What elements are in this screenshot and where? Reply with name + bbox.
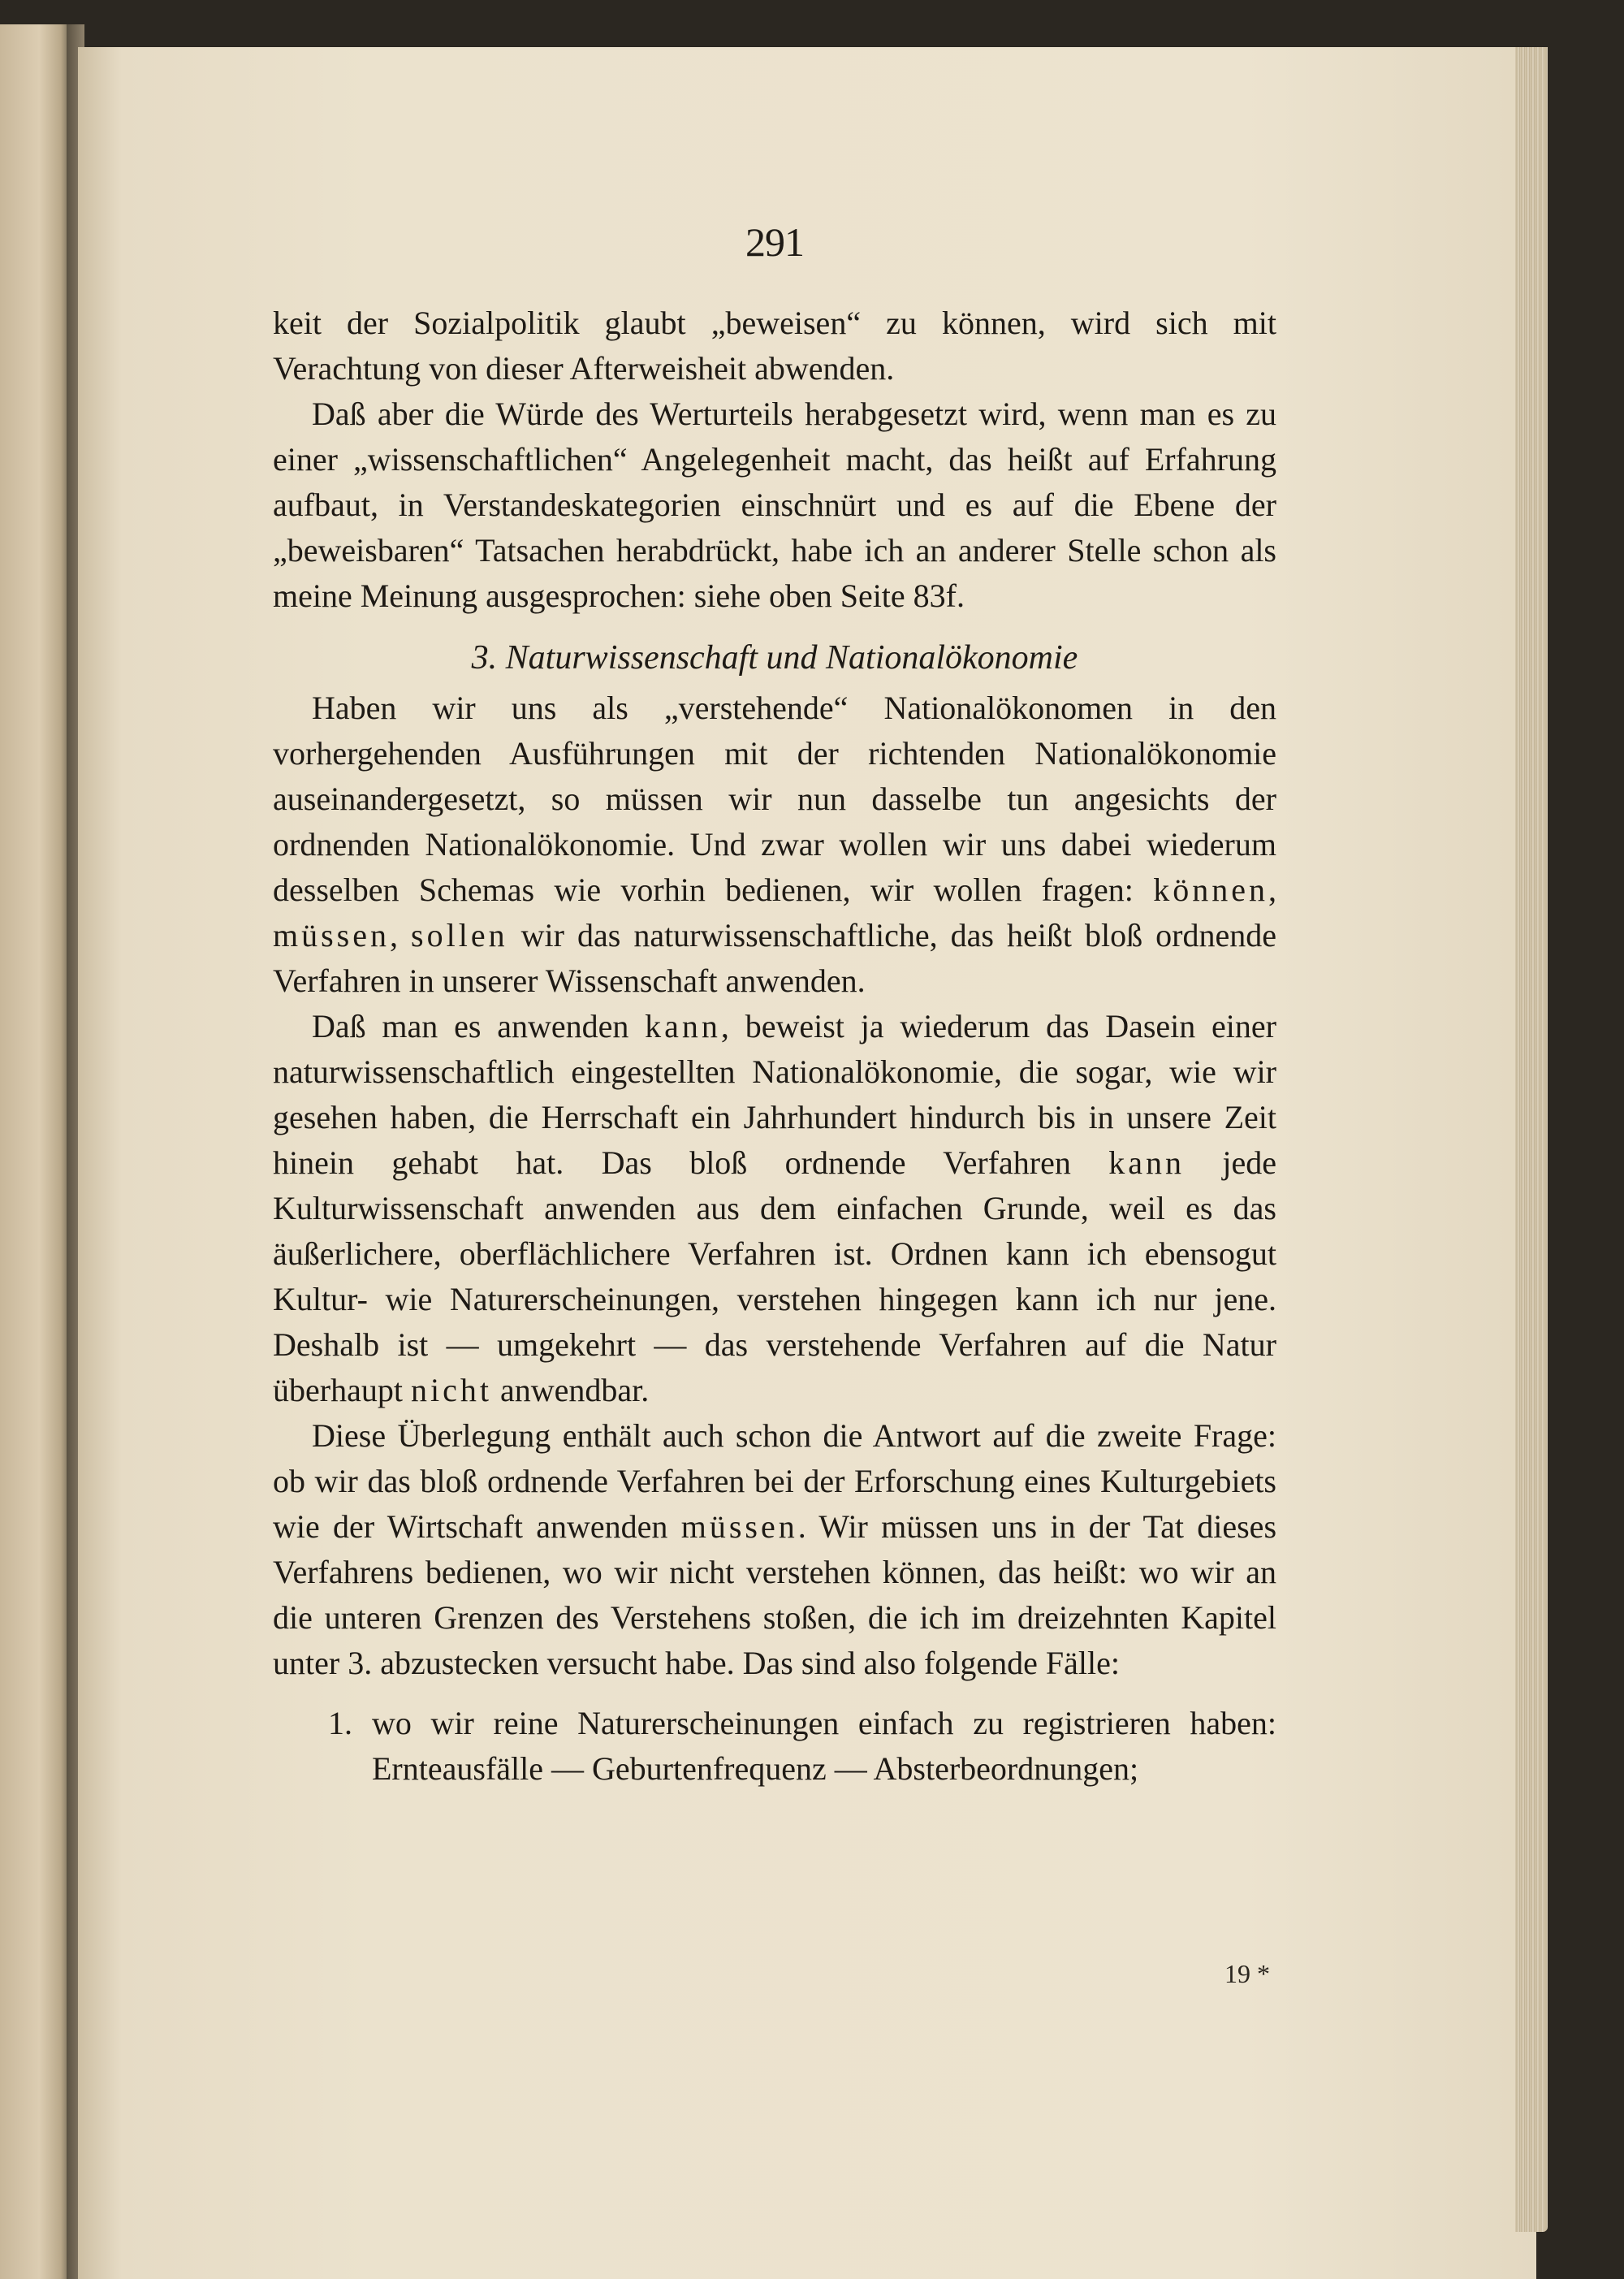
paragraph-text: , beweist ja wiederum das Dasein einer naturwissenschaftlich eingestellten Nationalökonomie, die sogar, wie wir gesehen haben, die Herrschaft ein Jahrhundert hindurch bis in unsere Zeit hinein gehabt hat. Das bloß ordnende Verfahren [273, 1008, 1276, 1181]
spaced-emphasis: sollen [411, 917, 508, 954]
spaced-emphasis: kann [1108, 1144, 1185, 1181]
spaced-emphasis: nicht [410, 1372, 492, 1408]
left-page-edge [0, 24, 71, 2279]
text-block [273, 47, 1276, 1792]
spaced-emphasis: müssen [273, 917, 390, 954]
paragraph-naturwissenschaft [273, 685, 1276, 1004]
punctuation: , [390, 917, 398, 954]
paragraph-text: Daß man es anwenden [312, 1008, 629, 1044]
paragraph-text: Haben wir uns als „verstehende“ Nationalökonomen in den vorhergehenden Ausführungen mit der richtenden Nationalökonomie auseinandergesetzt, so müssen wir nun dasselbe tun angesichts der ordnenden Nationalökonomie. Und zwar wollen wir uns dabei wiederum desselben Schemas wie vorhin bedienen, wir wollen fragen: [273, 690, 1276, 908]
section-heading: 3. Naturwissenschaft und Nationalökonomie [471, 639, 1078, 677]
paragraph-text: wir das naturwissenschaftliche, das heißt bloß ordnende Verfahren in unserer Wissenschaft anwenden. [273, 917, 1276, 999]
paragraph-text: Diese Überlegung enthält auch schon die Antwort auf die zweite Frage: ob wir das bloß ordnende Verfahren bei der Erforschung eines Kulturgebiets wie der Wirtschaft anwenden [273, 1417, 1276, 1545]
list-item-number: 1. [328, 1705, 352, 1741]
punctuation: , [1268, 871, 1277, 908]
spaced-emphasis: können [1153, 871, 1269, 908]
paragraph-werturteil: Daß aber die Würde des Werturteils herabgesetzt wird, wenn man es zu einer „wissenschaftlichen“ Angelegenheit macht, das heißt auf Erfahrung aufbaut, in Verstandeskategorien einschnürt und es auf die Ebene der „beweisbaren“ Tatsachen herabdrückt, habe ich an anderer Stelle schon als meine Meinung ausgesprochen: siehe oben Seite 83f. [273, 396, 1276, 614]
list-item [273, 1701, 1276, 1792]
list-item-text: wo wir reine Naturerscheinungen einfach zu registrieren haben: Ernteausfälle — Geburtenfrequenz — Absterbeordnungen; [372, 1705, 1276, 1787]
paragraph-ueberlegung [273, 1413, 1276, 1686]
paragraph-text: jede Kulturwissenschaft anwenden aus dem einfachen Grunde, weil es das äußerlichere, oberflächlichere Verfahren ist. Ordnen kann ich ebensogut Kultur- wie Naturerscheinungen, verstehen hingegen kann ich nur jene. Deshalb ist — umgekehrt — das verstehende Verfahren auf die Natur überhaupt [273, 1144, 1277, 1408]
book-page [78, 47, 1536, 2279]
page-number: 291 [745, 219, 804, 265]
spaced-emphasis: kann [645, 1008, 721, 1044]
paragraph-anwenden [273, 1004, 1276, 1413]
paragraph-text: anwendbar. [499, 1372, 650, 1408]
signature-mark: 19 * [1224, 1959, 1270, 1988]
paragraph-text: . Wir müssen uns in der Tat dieses Verfahrens bedienen, wo wir nicht verstehen können, das heißt: wo wir an die unteren Grenzen des Verstehens stoßen, die ich im dreizehnten Kapitel unter 3. abzustecken versucht habe. Das sind also folgende Fälle: [273, 1508, 1277, 1681]
page-edges [1515, 47, 1548, 2232]
paragraph-continuation: keit der Sozialpolitik glaubt „beweisen“ zu können, wird sich mit Verachtung von dieser Afterweisheit abwenden. [273, 305, 1276, 387]
spaced-emphasis: müssen [680, 1508, 798, 1545]
